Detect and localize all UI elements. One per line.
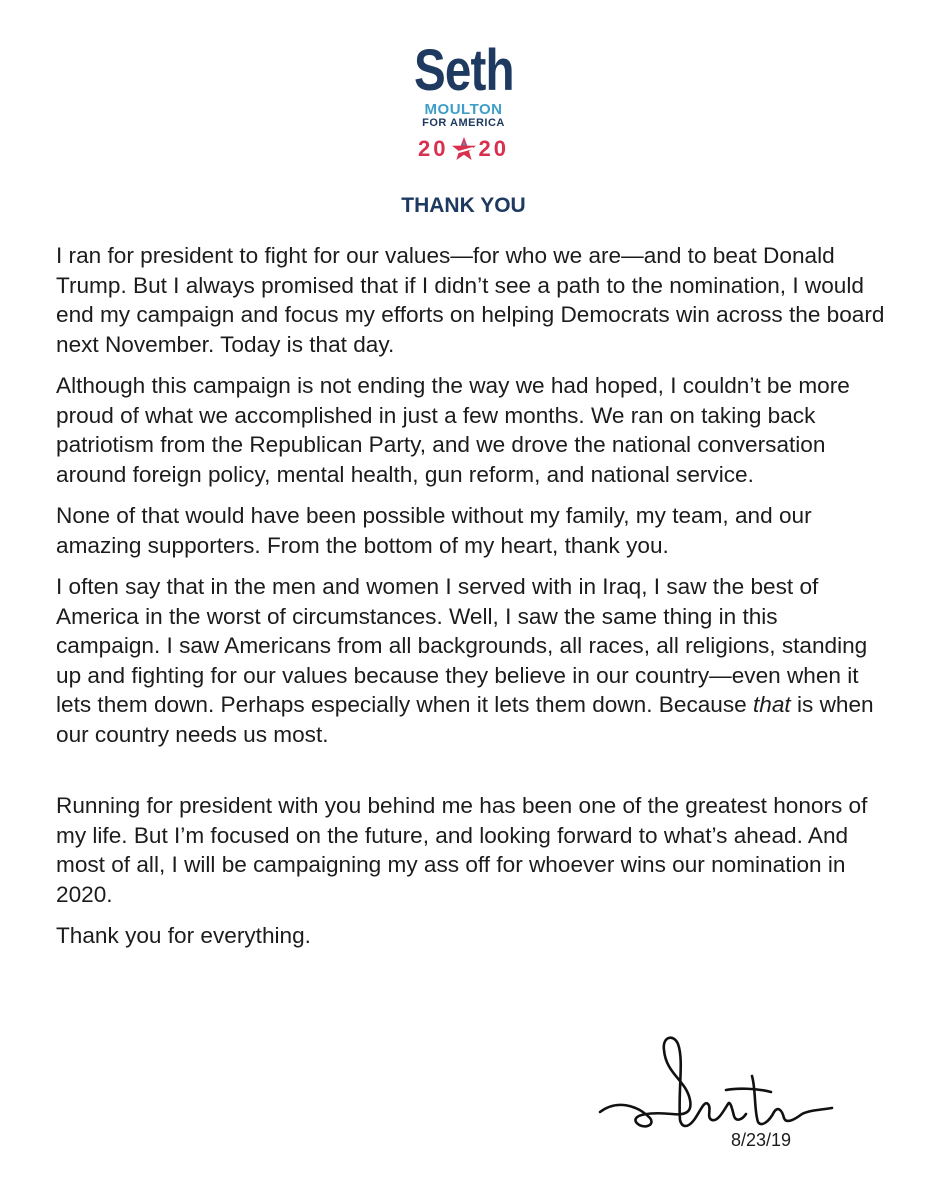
paragraph-4-text-a: I often say that in the men and women I served with in Iraq, I saw the best of America in the worst of circumstances. Well, I saw the same thing in this campaign. I saw Americans from all backgrounds, all races, all religions, standing up and fighting for our values because they believe in our country—even when it lets them down. Perhaps especially when it lets them down. Because (56, 574, 868, 717)
logo-year-right: 20 (478, 136, 509, 161)
letter-body (56, 241, 886, 951)
campaign-logo (0, 38, 927, 162)
paragraph-3: None of that would have been possible without my family, my team, and our amazing supporters. From the bottom of my heart, thank you. (56, 503, 812, 558)
logo-year-left: 20 (418, 136, 449, 161)
paragraph-4 (56, 572, 886, 749)
logo-surname: MOULTON (424, 101, 503, 118)
paragraph-4-text-b: is when our country needs us most. (56, 692, 874, 747)
paragraph-1: I ran for president to fight for our values—for who we are—and to beat Donald Trump. But I always promised that if I didn’t see a path to the nomination, I would end my campaign and focus my efforts on helping Democrats win across the board next November. Today is that day. (56, 243, 885, 357)
paragraph-closing: Thank you for everything. (56, 923, 311, 948)
letter-heading: THANK YOU (401, 194, 526, 217)
logo-name: Seth (413, 38, 514, 103)
logo-year (0, 136, 927, 162)
logo-tagline: FOR AMERICA (422, 117, 505, 129)
signature-date: 8/23/19 (731, 1130, 792, 1150)
paragraph-5: Running for president with you behind me has been one of the greatest honors of my life. But I’m focused on the future, and looking forward to what’s ahead. And most of all, I will be campaigning my ass off for whoever wins our nomination in 2020. (56, 793, 868, 907)
paragraph-4-emphasis: that (753, 692, 791, 717)
handwritten-signature (596, 1030, 846, 1140)
paragraph-2: Although this campaign is not ending the way we had hoped, I couldn’t be more proud of what we accomplished in just a few months. We ran on taking back patriotism from the Republican Party, and we drove the national conversation around foreign policy, mental health, gun reform, and national service. (56, 373, 850, 487)
star-icon (451, 136, 477, 162)
